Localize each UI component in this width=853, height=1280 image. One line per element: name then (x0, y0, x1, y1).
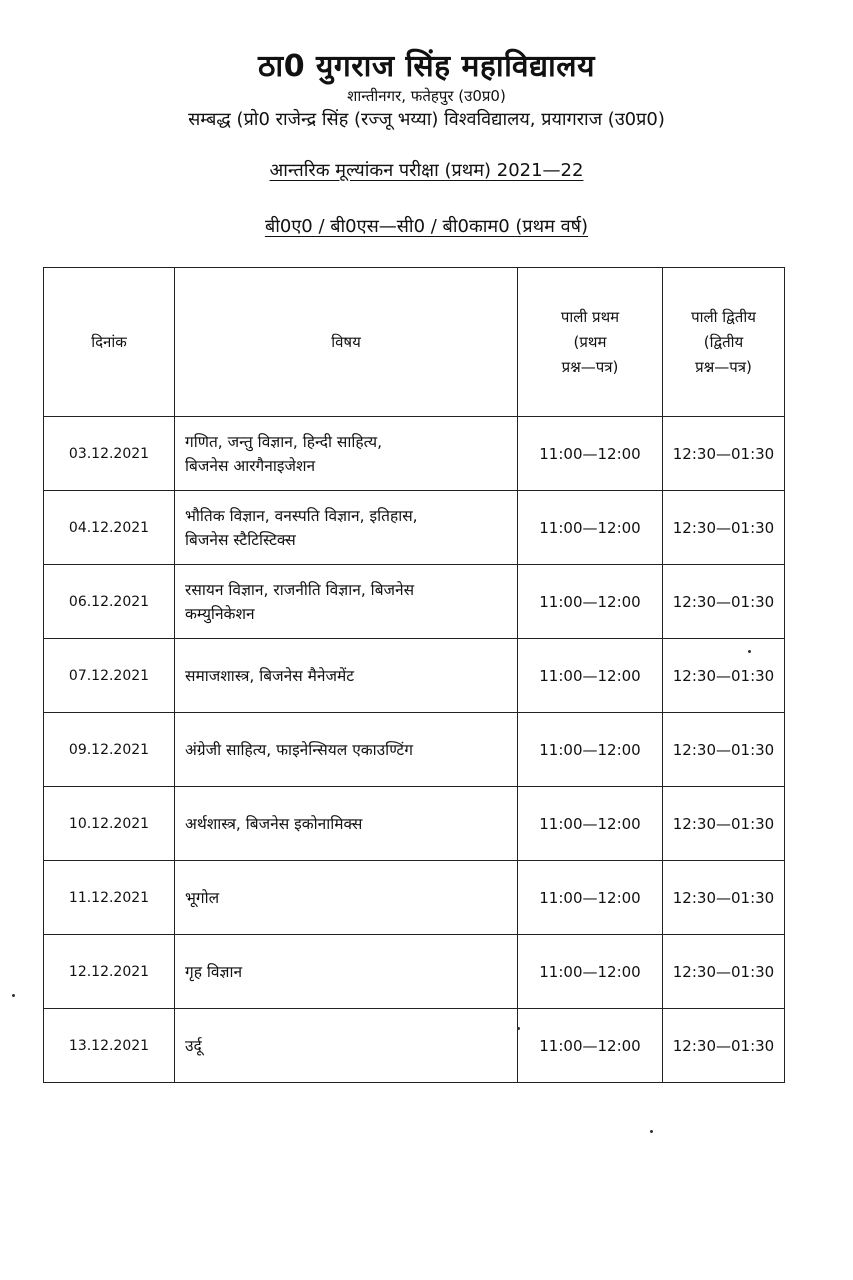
table-row (44, 417, 785, 491)
row-date: 06.12.2021 (44, 565, 175, 639)
college-address: शान्तीनगर, फतेहपुर (उ0प्र0) (347, 87, 506, 105)
table-row (44, 713, 785, 787)
table-row (44, 1009, 785, 1083)
row-subject (175, 1009, 518, 1083)
row-subject-line1: अंग्रेजी साहित्य, फाइनेन्सियल एकाउण्टिंग (185, 740, 413, 759)
row-date: 09.12.2021 (44, 713, 175, 787)
row-shift-second-time: 12:30—01:30 (663, 491, 785, 565)
header-shift-second-line3: प्रश्न—पत्र) (695, 357, 752, 376)
scan-speck (748, 650, 751, 653)
table-header-row (44, 268, 785, 417)
exam-title-text: आन्तरिक मूल्यांकन परीक्षा (प्रथम) 2021—22 (269, 160, 584, 181)
row-subject-line1: गणित, जन्तु विज्ञान, हिन्दी साहित्य, (185, 432, 383, 451)
row-subject (175, 417, 518, 491)
header-shift-first-line2: (प्रथम (573, 332, 607, 351)
exam-schedule-table (43, 267, 785, 1083)
row-subject-line2: बिजनेस आरगैनाइजेशन (185, 456, 316, 475)
row-subject (175, 491, 518, 565)
row-date: 10.12.2021 (44, 787, 175, 861)
row-subject-line1: अर्थशास्त्र, बिजनेस इकोनामिक्स (185, 814, 363, 833)
row-shift-second-time: 12:30—01:30 (663, 861, 785, 935)
table-row (44, 639, 785, 713)
row-shift-first-time: 11:00—12:00 (518, 565, 663, 639)
row-subject-line1: समाजशास्त्र, बिजनेस मैनेजमेंट (185, 666, 355, 685)
row-subject-line1: गृह विज्ञान (185, 962, 243, 981)
header-shift-first (518, 268, 663, 417)
row-date: 12.12.2021 (44, 935, 175, 1009)
scan-speck (650, 1130, 653, 1133)
row-subject (175, 787, 518, 861)
university-affiliation: सम्बद्ध (प्रो0 राजेन्द्र सिंह (रज्जू भय्या) विश्वविद्यालय, प्रयागराज (उ0प्र0) (188, 109, 665, 130)
header-shift-first-line3: प्रश्न—पत्र) (561, 357, 619, 376)
header-shift-first-line1: पाली प्रथम (560, 307, 620, 326)
row-subject (175, 935, 518, 1009)
table-row (44, 491, 785, 565)
row-subject (175, 639, 518, 713)
row-shift-second-time: 12:30—01:30 (663, 713, 785, 787)
header-date: दिनांक (44, 268, 175, 417)
header-shift-second (663, 268, 785, 417)
row-subject (175, 713, 518, 787)
course-title (0, 214, 853, 238)
exam-title (0, 158, 853, 182)
row-subject-line2: बिजनेस स्टैटिस्टिक्स (185, 530, 296, 549)
row-subject-line1: उर्दू (185, 1036, 202, 1055)
row-subject-line1: रसायन विज्ञान, राजनीति विज्ञान, बिजनेस (185, 580, 415, 599)
row-subject-line1: भौतिक विज्ञान, वनस्पति विज्ञान, इतिहास, (185, 506, 418, 525)
scan-speck (517, 1027, 520, 1030)
scan-speck (12, 994, 15, 997)
row-shift-second-time: 12:30—01:30 (663, 639, 785, 713)
header-shift-second-line1: पाली द्वितीय (691, 307, 756, 326)
row-date: 13.12.2021 (44, 1009, 175, 1083)
row-date: 04.12.2021 (44, 491, 175, 565)
row-shift-first-time: 11:00—12:00 (518, 935, 663, 1009)
table-row (44, 787, 785, 861)
row-shift-second-time: 12:30—01:30 (663, 417, 785, 491)
row-subject (175, 861, 518, 935)
row-date: 11.12.2021 (44, 861, 175, 935)
table-row (44, 565, 785, 639)
row-subject-line1: भूगोल (185, 888, 220, 907)
course-title-text: बी0ए0 / बी0एस—सी0 / बी0काम0 (प्रथम वर्ष) (264, 216, 589, 237)
table-row (44, 861, 785, 935)
row-shift-first-time: 11:00—12:00 (518, 639, 663, 713)
row-subject-line2: कम्युनिकेशन (185, 604, 255, 623)
row-shift-first-time: 11:00—12:00 (518, 491, 663, 565)
row-date: 07.12.2021 (44, 639, 175, 713)
row-shift-first-time: 11:00—12:00 (518, 787, 663, 861)
row-shift-second-time: 12:30—01:30 (663, 565, 785, 639)
header-subject: विषय (175, 268, 518, 417)
row-shift-second-time: 12:30—01:30 (663, 1009, 785, 1083)
header-shift-second-line2: (द्वितीय (703, 332, 744, 351)
row-shift-second-time: 12:30—01:30 (663, 935, 785, 1009)
college-name: ठा0 युगराज सिंह महाविद्यालय (258, 49, 595, 84)
row-shift-first-time: 11:00—12:00 (518, 417, 663, 491)
row-shift-first-time: 11:00—12:00 (518, 1009, 663, 1083)
row-shift-first-time: 11:00—12:00 (518, 713, 663, 787)
table-row (44, 935, 785, 1009)
row-shift-first-time: 11:00—12:00 (518, 861, 663, 935)
row-subject (175, 565, 518, 639)
row-date: 03.12.2021 (44, 417, 175, 491)
row-shift-second-time: 12:30—01:30 (663, 787, 785, 861)
